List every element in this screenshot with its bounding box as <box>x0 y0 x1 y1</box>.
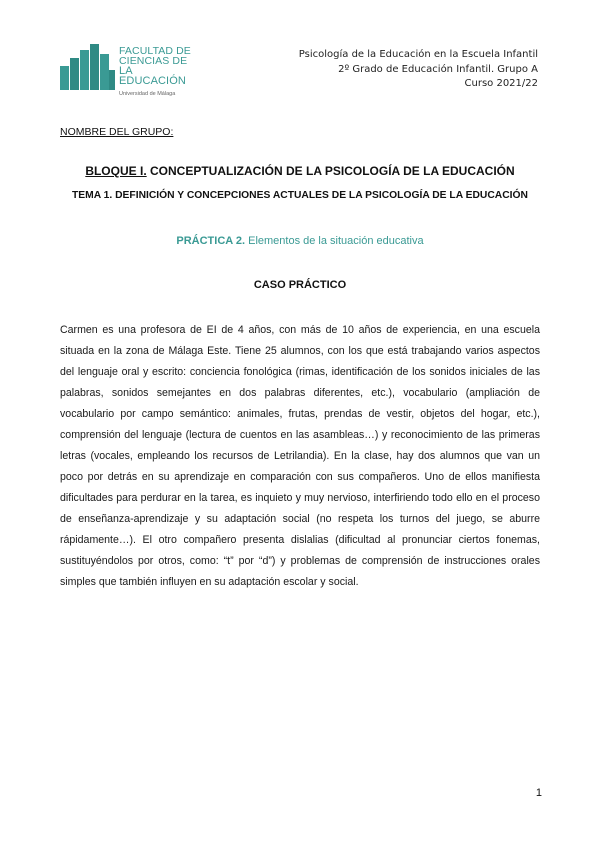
logo-line-2: CIENCIAS DE <box>119 55 188 67</box>
practice-name: Elementos de la situación educativa <box>245 235 424 247</box>
logo-line-1: FACULTAD DE <box>119 45 191 57</box>
course-subject: Psicología de la Educación en la Escuela Infantil <box>298 49 538 60</box>
block-title <box>60 164 540 178</box>
course-year: Curso 2021/22 <box>464 78 538 89</box>
case-title: CASO PRÁCTICO <box>253 279 347 291</box>
faculty-logo-mark <box>60 44 116 90</box>
case-text: Carmen es una profesora de EI de 4 años, con más de 10 años de experiencia, en una escuela situada en la zona de Málaga Este. Tiene 25 alumnos, con los que está trabajando varios aspectos del lenguaje oral y escrito: conciencia fonológica (rimas, identificación de los sonidos iniciales de las palabras, sonidos semejantes en dos palabras diferentes, etc.), vocabulario (ampliación de vocabulario por campo semántico: animales, frutas, prendas de vestir, objetos del hogar, etc.), comprensión del lenguaje (lectura de cuentos en las asambleas…) y reconocimiento de las primeras letras (vocales, empleando los recursos de Letrilandia). En la clase, hay dos alumnos que van un poco por detrás en su aprendizaje en comparación con sus compañeros. Uno de ellos manifiesta dificultades para perdurar en la tarea, es inquieto y muy nervioso, interfiriendo todo ello en el proceso de enseñanza-aprendizaje y su adaptación social (no respeta los turnos del juego, se aburre rápidamente…). El otro compañero presenta dislalias (dificultad al pronunciar ciertos fonemas, sustituyéndolos por otros, como: “t” por “d”) y problemas de comprensión de instrucciones orales simples que también influyen en su adaptación escolar y social. <box>60 324 540 588</box>
block-prefix: BLOQUE I. <box>85 164 147 178</box>
faculty-logo <box>60 44 200 97</box>
course-header <box>299 48 538 92</box>
logo-university: Universidad de Málaga <box>119 91 176 97</box>
block-name: CONCEPTUALIZACIÓN DE LA PSICOLOGÍA DE LA EDUCACIÓN <box>146 164 515 178</box>
faculty-logo-text <box>119 46 200 99</box>
group-name-label: NOMBRE DEL GRUPO: <box>60 126 174 138</box>
course-degree-group: 2º Grado de Educación Infantil. Grupo A <box>338 63 538 75</box>
topic-title: TEMA 1. DEFINICIÓN Y CONCEPCIONES ACTUALES DE LA PSICOLOGÍA DE LA EDUCACIÓN <box>72 190 528 201</box>
page-number: 1 <box>535 787 542 799</box>
logo-line-3: LA EDUCACIÓN <box>119 65 186 87</box>
practice-title <box>60 235 540 247</box>
practice-label: PRÁCTICA 2. <box>176 235 246 247</box>
